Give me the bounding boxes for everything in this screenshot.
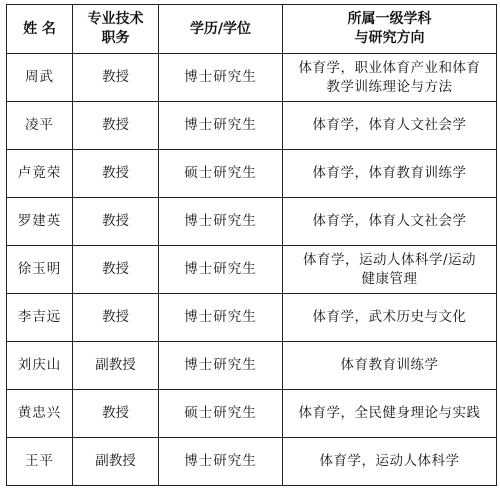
cell-field: 体育学，体育教育训练学 <box>283 150 497 198</box>
table-row <box>7 438 497 486</box>
cell-title: 教授 <box>73 390 159 438</box>
cell-field: 体育教育训练学 <box>283 342 497 390</box>
table-row <box>7 294 497 342</box>
header-degree: 学历/学位 <box>159 5 283 54</box>
header-name: 姓 名 <box>7 5 73 54</box>
cell-name: 黄忠兴 <box>7 390 73 438</box>
cell-field: 体育学，武术历史与文化 <box>283 294 497 342</box>
cell-name: 凌平 <box>7 102 73 150</box>
header-field-line1: 所属一级学科 <box>347 11 432 27</box>
cell-degree: 硕士研究生 <box>159 150 283 198</box>
cell-title: 教授 <box>73 246 159 294</box>
table-row <box>7 390 497 438</box>
cell-degree: 博士研究生 <box>159 54 283 102</box>
table-row <box>7 150 497 198</box>
cell-degree: 博士研究生 <box>159 246 283 294</box>
cell-name: 周武 <box>7 54 73 102</box>
table-header <box>7 5 497 54</box>
cell-title: 教授 <box>73 198 159 246</box>
cell-degree: 博士研究生 <box>159 102 283 150</box>
header-title-line1: 专业技术 <box>87 11 144 27</box>
cell-field-line1: 体育学，运动人体科学/运动 <box>302 251 477 268</box>
cell-title: 教授 <box>73 150 159 198</box>
header-title-line2: 职务 <box>101 30 130 46</box>
cell-degree: 博士研究生 <box>159 294 283 342</box>
cell-name: 卢竟荣 <box>7 150 73 198</box>
cell-field-line2: 健康管理 <box>361 270 418 287</box>
cell-title: 教授 <box>73 102 159 150</box>
cell-degree: 博士研究生 <box>159 342 283 390</box>
cell-name: 罗建英 <box>7 198 73 246</box>
cell-field-line2: 教学训练理论与方法 <box>326 78 453 95</box>
cell-degree: 硕士研究生 <box>159 390 283 438</box>
cell-title: 副教授 <box>73 342 159 390</box>
cell-title: 教授 <box>73 54 159 102</box>
table-row <box>7 102 497 150</box>
cell-title: 副教授 <box>73 438 159 486</box>
cell-field: 体育学，全民健身理论与实践 <box>283 390 497 438</box>
table-row <box>7 246 497 294</box>
table-row <box>7 342 497 390</box>
header-title <box>73 5 159 54</box>
cell-field: 体育学，体育人文社会学 <box>283 198 497 246</box>
table-row <box>7 198 497 246</box>
cell-name: 徐玉明 <box>7 246 73 294</box>
cell-field <box>283 246 497 294</box>
cell-name: 刘庆山 <box>7 342 73 390</box>
cell-degree: 博士研究生 <box>159 438 283 486</box>
header-field-line2: 与研究方向 <box>354 30 425 46</box>
cell-field: 体育学，运动人体科学 <box>283 438 497 486</box>
cell-field: 体育学，体育人文社会学 <box>283 102 497 150</box>
faculty-table <box>6 4 497 486</box>
cell-field <box>283 54 497 102</box>
table-row <box>7 54 497 102</box>
header-row <box>7 5 497 54</box>
header-field <box>283 5 497 54</box>
table-body <box>7 54 497 486</box>
cell-name: 李吉远 <box>7 294 73 342</box>
cell-field-line1: 体育学，职业体育产业和体育 <box>298 59 481 76</box>
cell-title: 教授 <box>73 294 159 342</box>
cell-name: 王平 <box>7 438 73 486</box>
cell-degree: 博士研究生 <box>159 198 283 246</box>
